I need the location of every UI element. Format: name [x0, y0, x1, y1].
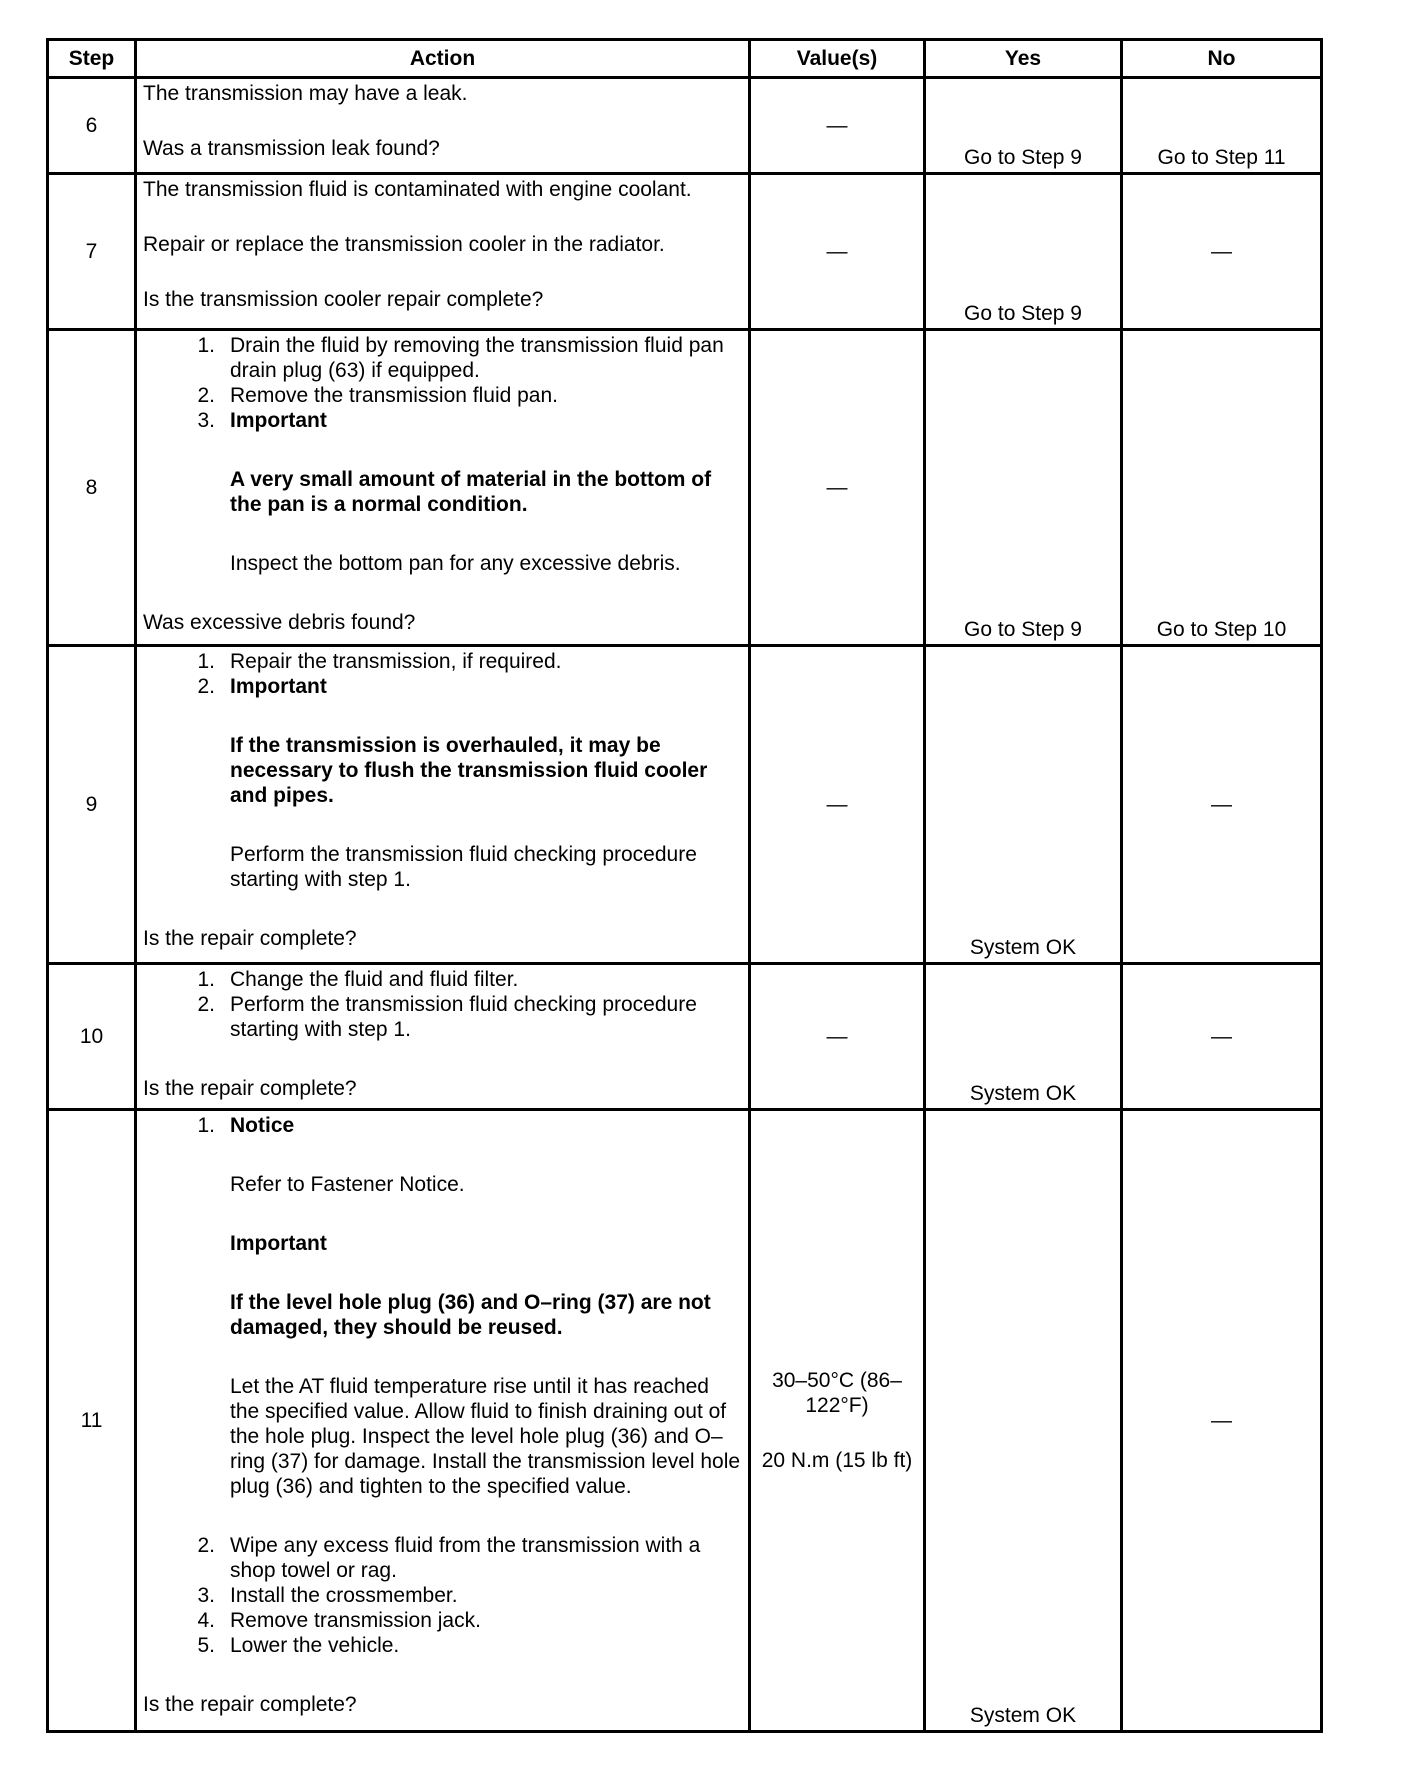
table-row [48, 330, 1322, 646]
step-number: 7 [48, 174, 136, 330]
value-cell: — [750, 330, 925, 646]
value-cell: — [750, 78, 925, 174]
value-cell: — [750, 174, 925, 330]
no-cell: Go to Step 11 [1122, 78, 1322, 174]
action-text: The transmission fluid is contaminated with engine coolant. [143, 178, 692, 201]
header-values: Value(s) [750, 40, 925, 78]
diagnostic-table [46, 38, 1323, 1733]
important-label: Important [230, 1232, 327, 1255]
list-item: 1. Notice Refer to Fastener Notice. Important If the level hole plug (36) and O–ring (37) are not damaged, they should be reused. Let the AT fluid temperature rise until it has reached the specified value. Allow fluid to finish draining out of the hole plug. Inspect the level hole plug (36) and O–ring (37) for damage. Install the transmission level hole plug (36) and tighten to the specified value. [197, 1114, 741, 1498]
header-row [48, 40, 1322, 78]
instruction-text: Perform the transmission fluid checking procedure starting with step 1. [230, 843, 697, 891]
action-question: Is the repair complete? [143, 1693, 357, 1716]
instruction-text: Inspect the bottom pan for any excessive debris. [230, 552, 681, 575]
value-cell [750, 1110, 925, 1732]
important-note: If the transmission is overhauled, it may be necessary to flush the transmission fluid cooler and pipes. [230, 734, 708, 807]
step-number: 6 [48, 78, 136, 174]
notice-label: Notice [230, 1114, 295, 1137]
important-label: Important [230, 675, 327, 698]
no-cell: — [1122, 174, 1322, 330]
value-cell: — [750, 964, 925, 1110]
list-item: 1. Change the fluid and fluid filter. [197, 968, 519, 991]
step-number: 8 [48, 330, 136, 646]
list-item: 3. Important A very small amount of material in the bottom of the pan is a normal condition. Inspect the bottom pan for any excessive debris. [143, 408, 742, 576]
table-row [48, 964, 1322, 1110]
list-item: 5. Lower the vehicle. [197, 1634, 400, 1657]
table-row [48, 1110, 1322, 1732]
header-step: Step [48, 40, 136, 78]
action-text: The transmission may have a leak. [143, 82, 468, 105]
list-item: 2. Remove the transmission fluid pan. [197, 384, 558, 407]
yes-cell: System OK [925, 1110, 1122, 1732]
action-question: Is the repair complete? [143, 1077, 357, 1100]
notice-text: Refer to Fastener Notice. [230, 1173, 465, 1196]
table-row [48, 646, 1322, 964]
action-list [143, 333, 742, 576]
action-cell [136, 964, 750, 1110]
value-cell: — [750, 646, 925, 964]
list-item: 1. Drain the fluid by removing the transmission fluid pan drain plug (63) if equipped. [197, 334, 724, 382]
action-cell [136, 646, 750, 964]
action-list [143, 967, 742, 1042]
list-item: 3. Install the crossmember. [197, 1584, 458, 1607]
yes-cell: System OK [925, 964, 1122, 1110]
action-question: Was excessive debris found? [143, 611, 416, 634]
list-item: 2. Important If the transmission is overhauled, it may be necessary to flush the transmission fluid cooler and pipes. Perform the transmission fluid checking procedure starting with step 1. [143, 674, 742, 892]
temperature-value: 30–50°C (86–122°F) [772, 1369, 902, 1417]
action-list [143, 1113, 742, 1658]
yes-cell: Go to Step 9 [925, 78, 1122, 174]
action-cell [136, 78, 750, 174]
action-cell [136, 174, 750, 330]
step-number: 11 [48, 1110, 136, 1732]
action-question: Is the repair complete? [143, 927, 357, 950]
table-row [48, 174, 1322, 330]
list-item: 4. Remove transmission jack. [197, 1609, 481, 1632]
action-cell [136, 330, 750, 646]
action-cell [136, 1110, 750, 1732]
important-note: A very small amount of material in the bottom of the pan is a normal condition. [230, 468, 712, 516]
torque-value: 20 N.m (15 lb ft) [761, 1449, 913, 1472]
header-yes: Yes [925, 40, 1122, 78]
action-question: Was a transmission leak found? [143, 137, 440, 160]
important-label: Important [230, 409, 327, 432]
no-cell: Go to Step 10 [1122, 330, 1322, 646]
yes-cell: Go to Step 9 [925, 174, 1122, 330]
list-item: 2. Wipe any excess fluid from the transmission with a shop towel or rag. [197, 1534, 701, 1582]
list-item: 2. Perform the transmission fluid checking procedure starting with step 1. [197, 993, 697, 1041]
header-no: No [1122, 40, 1322, 78]
step-number: 10 [48, 964, 136, 1110]
header-action: Action [136, 40, 750, 78]
no-cell: — [1122, 1110, 1322, 1732]
list-item: 1. Repair the transmission, if required. [197, 650, 562, 673]
yes-cell: Go to Step 9 [925, 330, 1122, 646]
action-question: Is the transmission cooler repair complete? [143, 288, 544, 311]
instruction-text: Let the AT fluid temperature rise until it has reached the specified value. Allow fluid to finish draining out of the hole plug. Inspect the level hole plug (36) and O–ring (37) for damage. Install the transmission level hole plug (36) and tighten to the specified value. [230, 1375, 741, 1498]
step-number: 9 [48, 646, 136, 964]
action-list [143, 649, 742, 892]
action-text: Repair or replace the transmission cooler in the radiator. [143, 233, 665, 256]
yes-cell: System OK [925, 646, 1122, 964]
no-cell: — [1122, 964, 1322, 1110]
no-cell: — [1122, 646, 1322, 964]
important-note: If the level hole plug (36) and O–ring (37) are not damaged, they should be reused. [230, 1291, 711, 1339]
table-row [48, 78, 1322, 174]
